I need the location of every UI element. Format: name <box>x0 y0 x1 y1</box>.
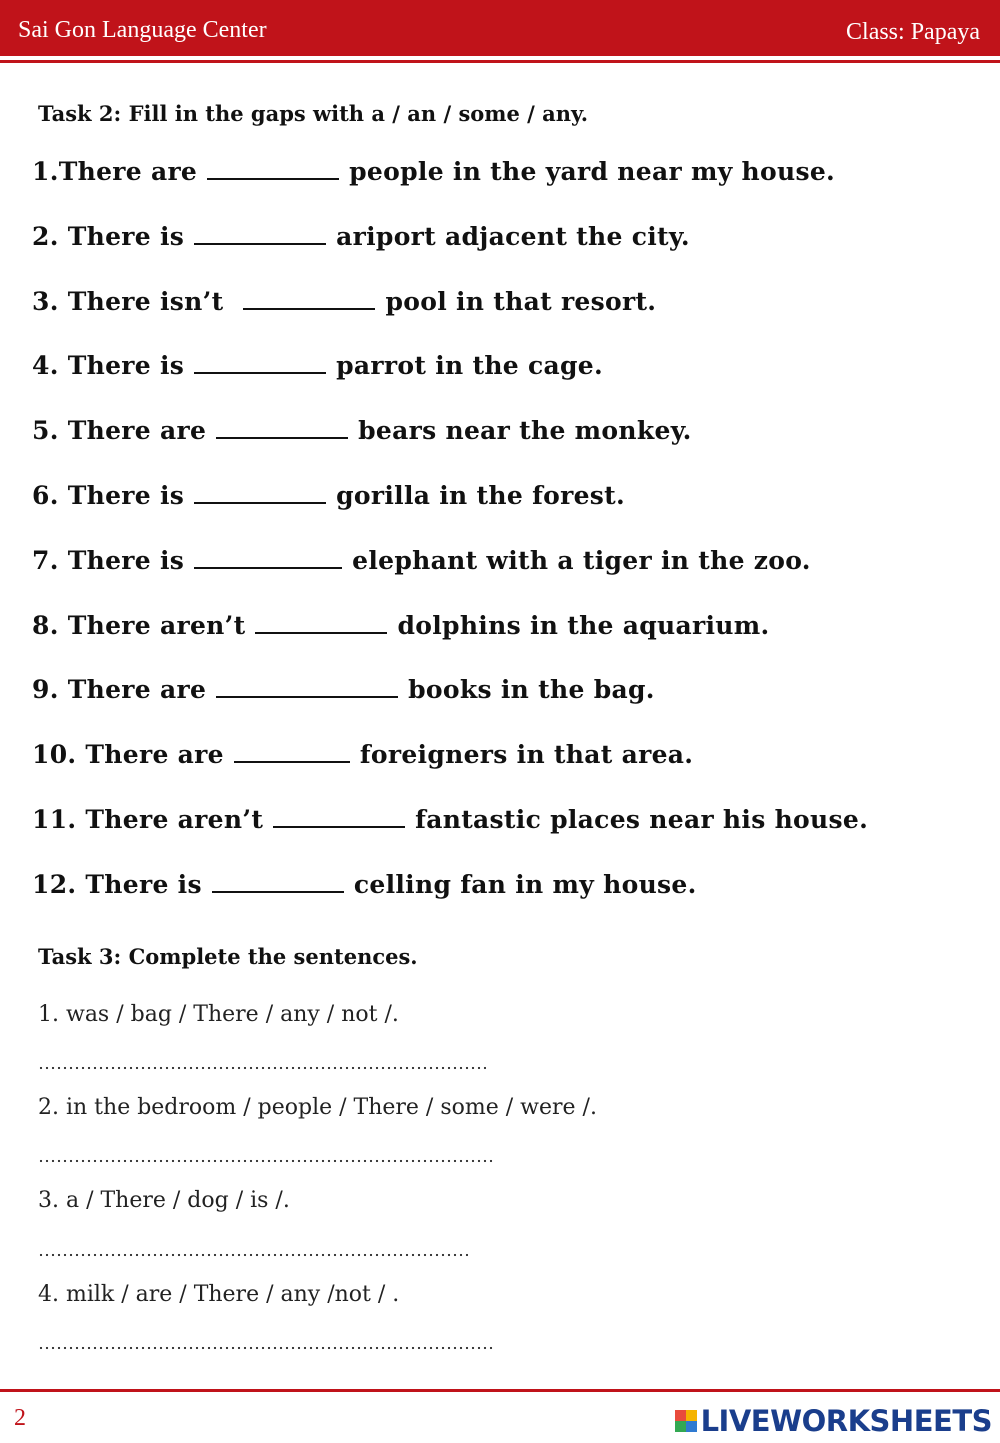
task2-item-11: 11. There aren’t fantastic places near his house. <box>32 805 869 834</box>
gap-input-2[interactable] <box>194 223 326 245</box>
footer-divider <box>0 1389 1000 1392</box>
gap-input-6[interactable] <box>194 482 326 504</box>
answer-line-2[interactable] <box>38 1159 494 1163</box>
gap-input-9[interactable] <box>216 676 398 698</box>
task2-item-9: 9. There are books in the bag. <box>32 675 655 704</box>
center-name: Sai Gon Language Center <box>18 17 267 43</box>
task3-item-2: 2. in the bedroom / people / There / some / were /. <box>38 1095 597 1120</box>
task2-item-3: 3. There isn’t pool in that resort. <box>32 287 657 316</box>
task2-item-2: 2. There is ariport adjacent the city. <box>32 222 690 251</box>
gap-input-3[interactable] <box>243 288 375 310</box>
task2-title: Task 2: Fill in the gaps with a / an / some / any. <box>38 101 589 126</box>
task2-item-8: 8. There aren’t dolphins in the aquarium. <box>32 611 770 640</box>
task3-item-3: 3. a / There / dog / is /. <box>38 1188 290 1213</box>
task2-item-6: 6. There is gorilla in the forest. <box>32 481 626 510</box>
task2-item-1: 1.There are people in the yard near my house. <box>32 157 836 186</box>
gap-input-1[interactable] <box>207 158 339 180</box>
task3-item-1: 1. was / bag / There / any / not /. <box>38 1002 399 1027</box>
answer-line-4[interactable] <box>38 1346 494 1350</box>
class-label: Class: Papaya <box>846 19 980 45</box>
task2-item-10: 10. There are foreigners in that area. <box>32 740 694 769</box>
answer-line-1[interactable] <box>38 1066 486 1070</box>
gap-input-7[interactable] <box>194 547 342 569</box>
task2-item-7: 7. There is elephant with a tiger in the zoo. <box>32 546 811 575</box>
logo-text: LIVEWORKSHEETS <box>700 1404 992 1438</box>
gap-input-4[interactable] <box>194 352 326 374</box>
gap-input-8[interactable] <box>255 612 387 634</box>
liveworksheets-logo[interactable] <box>675 1405 992 1437</box>
page-number: 2 <box>14 1405 26 1431</box>
gap-input-10[interactable] <box>234 741 350 763</box>
gap-input-11[interactable] <box>273 806 405 828</box>
task2-item-4: 4. There is parrot in the cage. <box>32 351 604 380</box>
answer-line-3[interactable] <box>38 1253 468 1257</box>
task2-item-12: 12. There is celling fan in my house. <box>32 870 697 899</box>
task2-item-5: 5. There are bears near the monkey. <box>32 416 692 445</box>
task3-title: Task 3: Complete the sentences. <box>38 944 418 969</box>
task3-item-4: 4. milk / are / There / any /not / . <box>38 1282 400 1307</box>
gap-input-5[interactable] <box>216 417 348 439</box>
header-divider <box>0 60 1000 63</box>
logo-grid-icon <box>675 1410 697 1432</box>
gap-input-12[interactable] <box>212 871 344 893</box>
